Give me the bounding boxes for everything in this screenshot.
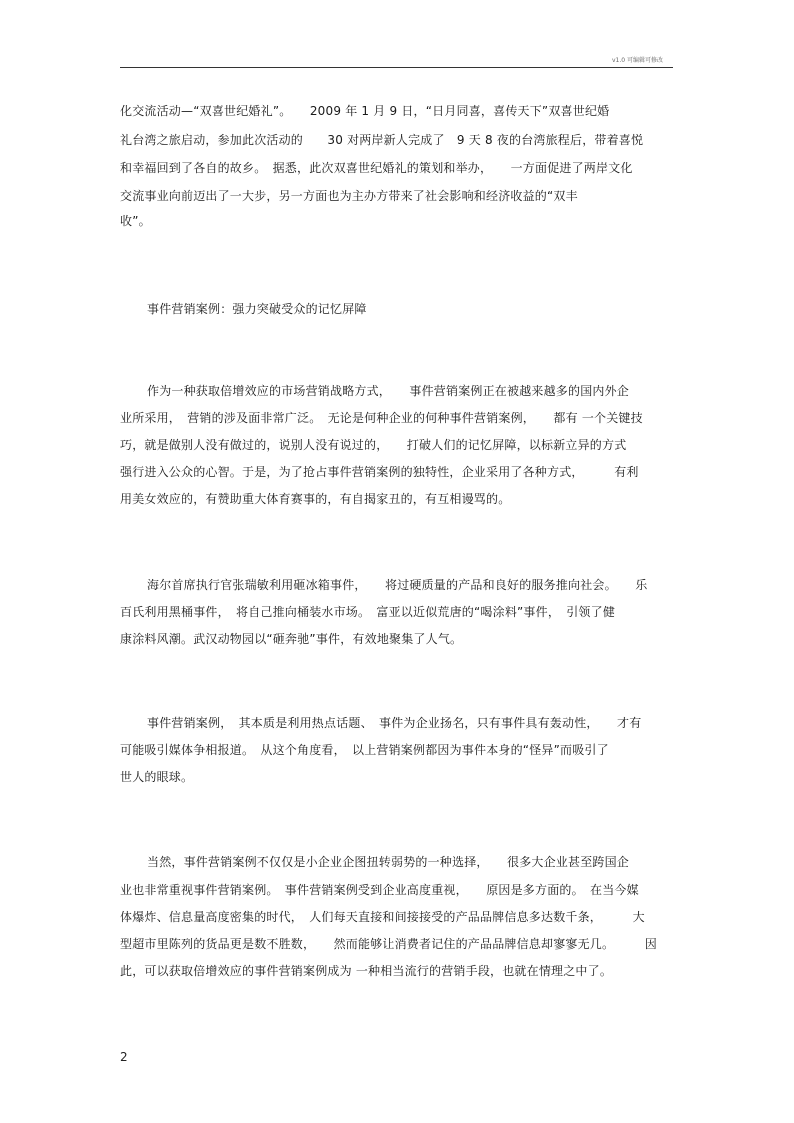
text-line: 海尔首席执行官张瑞敏利用砸冰箱事件， 将过硬质量的产品和良好的服务推向社会。 乐	[147, 578, 648, 592]
text-line: 体爆炸、信息量高度密集的时代， 人们每天直接和间接接受的产品品牌信息多达数千条， 大	[120, 910, 645, 924]
text-line: 可能吸引媒体争相报道。 从这个角度看， 以上营销案例都因为事件本身的“怪异”而吸引了	[120, 743, 609, 757]
text-line: 收”。	[120, 214, 151, 228]
text-line: 礼台湾之旅启动，参加此次活动的 30 对两岸新人完成了 9 天 8 夜的台湾旅程后，带着喜悦	[120, 133, 644, 147]
text-line: 事件营销案例， 其本质是利用热点话题、 事件为企业扬名，只有事件具有轰动性， 才有	[147, 716, 642, 730]
text-line: 业也非常重视事件营销案例。 事件营销案例受到企业高度重视， 原因是多方面的。 在当今媒	[120, 883, 639, 897]
text-line: 型超市里陈列的货品更是数不胜数， 然而能够让消费者记住的产品品牌信息却寥寥无几。 因	[120, 937, 658, 951]
heading-text: 事件营销案例：强力突破受众的记忆屏障	[147, 302, 367, 316]
text-line: 用美女效应的，有赞助重大体育赛事的，有自揭家丑的，有互相谩骂的。	[120, 492, 511, 506]
text-line: 巧，就是做别人没有做过的，说别人没有说过的， 打破人们的记忆屏障，以标新立异的方式	[120, 438, 627, 452]
text-line: 强行进入公众的心智。于是，为了抢占事件营销案例的独特性，企业采用了各种方式， 有利	[120, 465, 639, 479]
text-line: 当然，事件营销案例不仅仅是小企业企图扭转弱势的一种选择， 很多大企业甚至跨国企	[147, 855, 630, 869]
text-line: 康涂料风潮。武汉动物园以“砸奔驰”事件，有效地聚集了人气。	[120, 632, 463, 646]
header-version-note: v1.0 可编辑可修改	[612, 57, 664, 64]
text-line: 作为一种获取倍增效应的市场营销战略方式， 事件营销案例正在被越来越多的国内外企	[147, 384, 630, 398]
text-line: 百氏利用黑桶事件， 将自己推向桶装水市场。 富亚以近似荒唐的“喝涂料”事件， 引领了健	[120, 605, 616, 619]
text-line: 化交流活动—“双喜世纪婚礼”。 2009 年 1 月 9 日，“日月同喜，喜传天下”双喜世纪婚	[120, 104, 610, 118]
text-line: 此，可以获取倍增效应的事件营销案例成为 一种相当流行的营销手段，也就在情理之中了。	[120, 964, 613, 978]
header-rule	[120, 67, 673, 68]
page-number: 2	[120, 1050, 128, 1064]
text-line: 和幸福回到了各自的故乡。 据悉，此次双喜世纪婚礼的策划和举办， 一方面促进了两岸文化	[120, 161, 633, 175]
text-line: 业所采用， 营销的涉及面非常广泛。 无论是何种企业的何种事件营销案例， 都有 一个关键技	[120, 411, 643, 425]
text-line: 世人的眼球。	[120, 770, 194, 784]
text-line: 交流事业向前迈出了一大步，另一方面也为主办方带来了社会影响和经济收益的“双丰	[120, 189, 578, 203]
